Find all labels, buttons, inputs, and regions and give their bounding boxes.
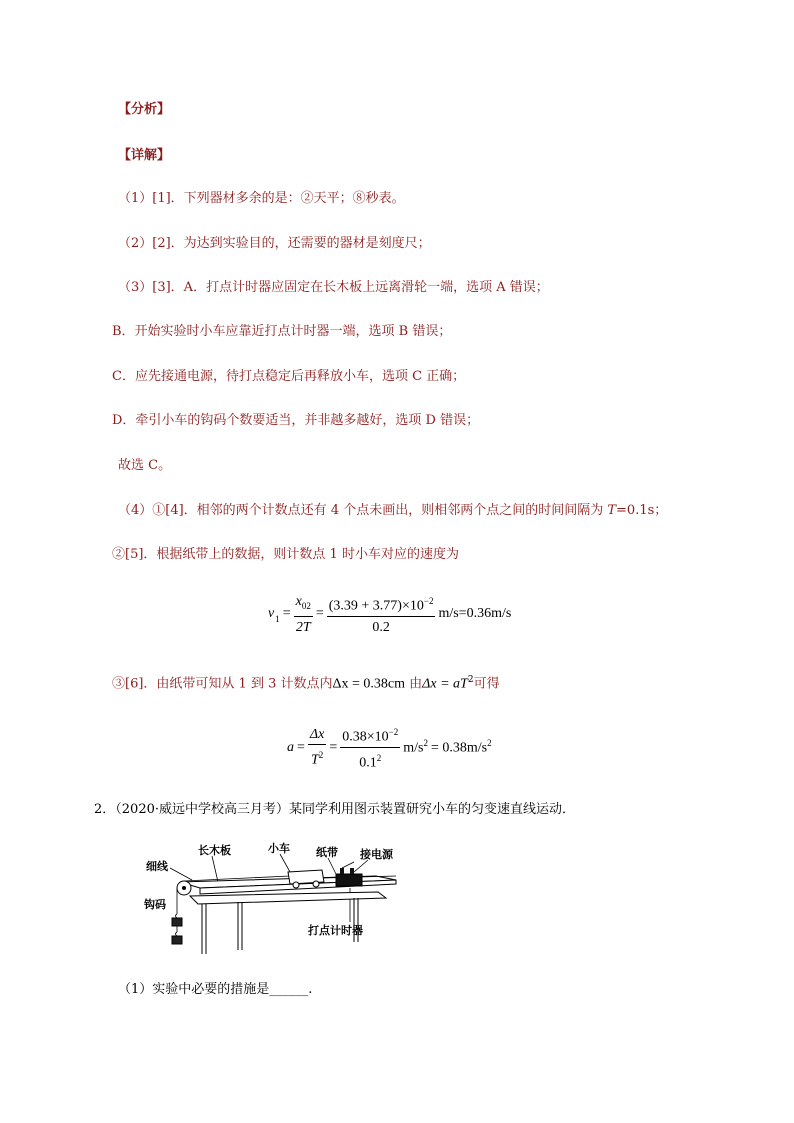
acceleration-equation — [287, 724, 492, 771]
eq1-f1-den: 2T — [295, 619, 311, 635]
eq1-lhs: v — [268, 606, 275, 622]
label-cart: 小车 — [268, 842, 290, 855]
answer-part-3: （3）[3]．A．打点计时器应固定在长木板上远离滑轮一端，选项 A 错误； — [118, 280, 549, 295]
eq2-f2-den-sup: 2 — [376, 752, 382, 763]
weights-icon — [172, 914, 182, 944]
eq1-fraction-1 — [294, 593, 313, 636]
eq1-f1-num: x — [295, 594, 302, 609]
part4-text-c: =0.1s； — [616, 503, 668, 518]
eq1-rhs: m/s=0.36m/s — [438, 606, 512, 622]
answer-part-5: ②[5]．根据纸带上的数据，则计数点 1 时小车对应的速度为 — [112, 547, 459, 562]
label-tape: 纸带 — [316, 846, 338, 859]
part6-text-c: 由 — [405, 676, 423, 692]
part6-text-e: 可得 — [473, 676, 500, 692]
part4-text-a: （4）①[4]．相邻的两个计数点还有 4 个点未画出，则相邻两个点之间的时间间隔为 — [118, 503, 608, 518]
choose-c-text: 故选 C。 — [118, 458, 172, 473]
option-b-text: B．开始实验时小车应靠近打点计时器一端，选项 B 错误； — [112, 324, 452, 339]
eq2-unit-sup: 2 — [423, 738, 428, 749]
detail-heading: 【详解】 — [118, 148, 171, 163]
label-weight: 钩码 — [144, 898, 166, 911]
eq2-f2-num-sup: −2 — [388, 727, 399, 737]
eq2-fraction-1 — [308, 726, 326, 769]
eq2-result-sup: 2 — [487, 738, 492, 749]
question-2-subpart-1: （1）实验中必要的措施是______. — [118, 982, 313, 997]
option-c-text: C．应先接通电源，待打点稳定后再释放小车，选项 C 正确； — [112, 369, 466, 384]
label-timer: 打点计时器 — [308, 924, 363, 937]
part6-delta-x: Δx = 0.38cm — [332, 676, 406, 692]
label-power: 接电源 — [360, 848, 393, 861]
timer-icon — [336, 862, 362, 886]
eq1-fraction-2 — [327, 593, 436, 636]
answer-part-6 — [112, 671, 500, 693]
eq2-equals-2: = — [329, 739, 338, 755]
part6-text-a: ③[6]．由纸带可知从 1 到 3 计数点内 — [112, 676, 333, 692]
eq2-result: = 0.38m/s — [430, 740, 488, 756]
eq2-f1-den-sup: 2 — [318, 750, 324, 761]
eq2-unit: m/s — [403, 740, 424, 756]
velocity-equation — [268, 593, 511, 636]
answer-part-1: （1）[1]．下列器材多余的是：②天平；⑧秒表。 — [118, 191, 405, 206]
label-thread: 细线 — [146, 860, 168, 873]
question-2-stem: 2．（2020·威远中学校高三月考）某同学利用图示装置研究小车的匀变速直线运动． — [94, 802, 575, 817]
analysis-heading: 【分析】 — [118, 102, 171, 117]
eq2-f2-den: 0.1 — [359, 755, 377, 771]
eq2-f1-den: T — [310, 752, 319, 768]
part6-formula-sup: 2 — [467, 675, 474, 685]
eq2-f2-num: 0.38×10 — [342, 729, 389, 745]
eq1-f1-num-sub: 02 — [301, 600, 311, 611]
part4-period-symbol: T — [607, 503, 617, 518]
eq1-f2-den: 0.2 — [372, 619, 390, 635]
eq2-lhs: a — [287, 739, 294, 755]
label-board: 长木板 — [198, 844, 231, 857]
eq1-lhs-sub: 1 — [275, 614, 280, 625]
eq1-f2-num: (3.39 + 3.77)×10 — [328, 598, 424, 614]
eq1-equals-2: = — [315, 606, 324, 622]
eq1-equals-1: = — [282, 606, 291, 622]
eq2-equals-1: = — [297, 739, 305, 755]
eq2-f1-num: Δx — [308, 726, 326, 745]
part6-formula: Δx = aT — [422, 676, 468, 692]
apparatus-figure — [140, 838, 402, 958]
option-d-text: D．牵引小车的钩码个数要适当，并非越多越好，选项 D 错误； — [112, 413, 480, 428]
answer-part-2: （2）[2]．为达到实验目的，还需要的器材是刻度尺； — [118, 236, 431, 251]
eq2-fraction-2 — [340, 724, 400, 771]
answer-part-4 — [118, 502, 667, 520]
eq1-f2-num-sup: −2 — [423, 596, 434, 607]
